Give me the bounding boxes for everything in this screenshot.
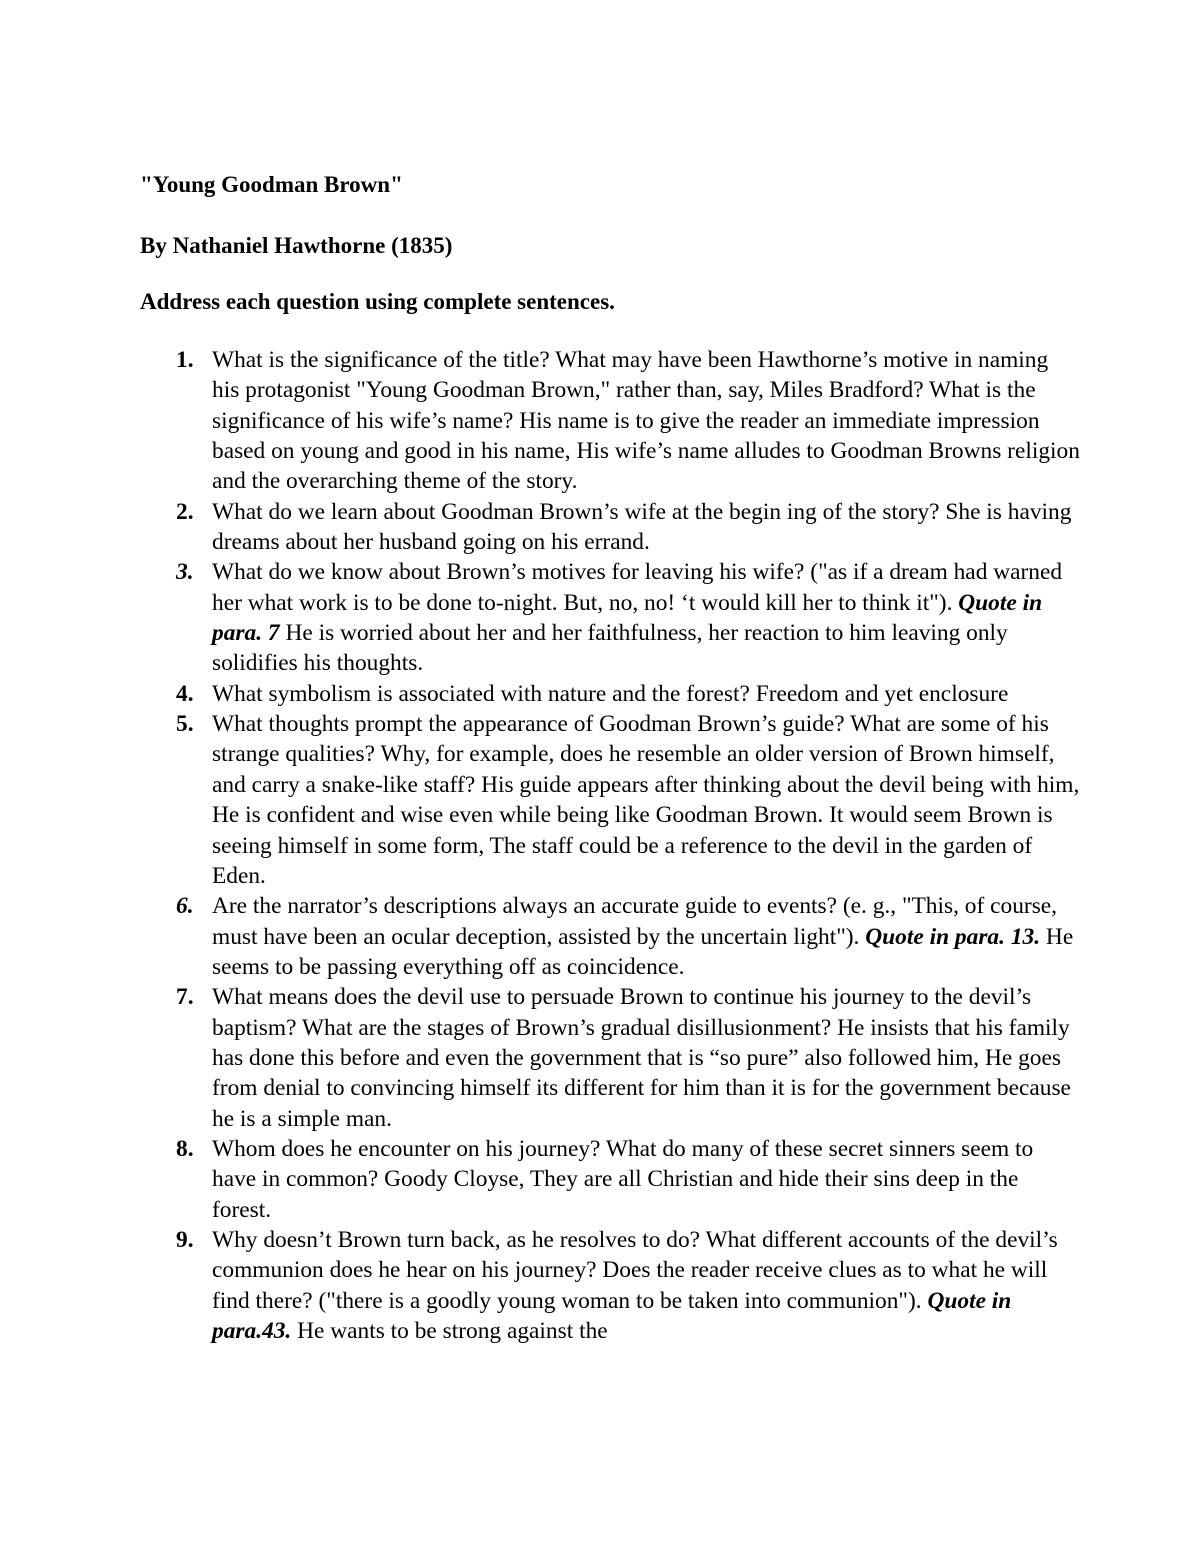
- question-text: What thoughts prompt the appearance of Goodman Brown’s guide? What are some of his strange qualities? Why, for example, does he resemble an older version of Brown himself, and carry a snake-like staff? His guide appears after thinking about the devil being with him, He is confident and wise even while being like Goodman Brown. It would seem Brown is seeing himself in some form, The staff could be a reference to the devil in the garden of Eden.: [212, 711, 1080, 889]
- question-number: 1.: [176, 347, 194, 373]
- question-number: 5.: [176, 711, 194, 738]
- question-item: [140, 679, 1080, 709]
- question-number: 4.: [176, 680, 194, 707]
- question-text: What means does the devil use to persuade Brown to continue his journey to the devil’s baptism? What are the stages of Brown’s gradual disillusionment? He insists that his family has done this before and even the government that is “so pure” also followed him, He goes from denial to convincing himself its different for him than it is for the government because he is a simple man.: [212, 984, 1071, 1132]
- question-text: What do we know about Brown’s motives for leaving his wife? ("as if a dream had warned her what work is to be done to-night. But, no, no! ‘t would kill her to think it").: [212, 559, 1063, 616]
- question-text: What symbolism is associated with nature and the forest? Freedom and yet enclosure: [212, 680, 1009, 707]
- question-text: Whom does he encounter on his journey? What do many of these secret sinners seem to have in common? Goody Cloyse, They are all Christian and hide their sins deep in the forest.: [212, 1135, 1034, 1223]
- question-list: [140, 345, 1080, 1346]
- question-text: Are the narrator’s descriptions always an accurate guide to events? (e. g., "This, of course, must have been an ocular deception, assisted by the uncertain light").: [212, 893, 1058, 950]
- answer-text: He seems to be passing everything off as coincidence.: [212, 923, 1074, 980]
- question-item: [140, 1225, 1080, 1346]
- question-item: [140, 891, 1080, 982]
- instructions: Address each question using complete sentences.: [140, 289, 615, 314]
- author-line: By Nathaniel Hawthorne (1835): [140, 233, 453, 258]
- question-item: [140, 982, 1080, 1134]
- question-number: 9.: [176, 1226, 194, 1253]
- question-number: 3.: [176, 559, 194, 586]
- question-item: [140, 1134, 1080, 1225]
- question-number: 8.: [176, 1135, 194, 1162]
- question-text: What do we learn about Goodman Brown’s wife at the begin ing of the story? She is having dreams about her husband going on his errand.: [212, 498, 1072, 556]
- question-item: [140, 557, 1080, 678]
- answer-text: He wants to be strong against the: [297, 1318, 608, 1344]
- answer-text: He is worried about her and her faithfulness, her reaction to him leaving only solidifies his thoughts.: [212, 620, 1008, 677]
- question-item: [140, 345, 1080, 497]
- question-item: [140, 709, 1080, 891]
- question-number: 6.: [176, 893, 194, 920]
- document-title: "Young Goodman Brown": [140, 172, 403, 197]
- question-text: Why doesn’t Brown turn back, as he resolves to do? What different accounts of the devil’s communion does he hear on his journey? Does the reader receive clues as to what he will find there? ("there is a goodly young woman to be taken into communion").: [212, 1226, 1058, 1314]
- question-number: 2.: [176, 498, 194, 525]
- question-text: What is the significance of the title? What may have been Hawthorne’s motive in naming his protagonist "Young Goodman Brown," rather than, say, Miles Bradford? What is the significance of his wife’s name? His name is to give the reader an immediate impression based on young and good in his name, His wife’s name alludes to Goodman Browns religion and the overarching theme of the story.: [212, 347, 1080, 495]
- quote-reference: Quote in para. 13.: [865, 923, 1041, 950]
- quote-reference: Quote in para. 7: [212, 589, 1043, 647]
- question-item: [140, 497, 1080, 558]
- question-number: 7.: [176, 984, 194, 1011]
- quote-reference: Quote in para.43.: [212, 1287, 1012, 1344]
